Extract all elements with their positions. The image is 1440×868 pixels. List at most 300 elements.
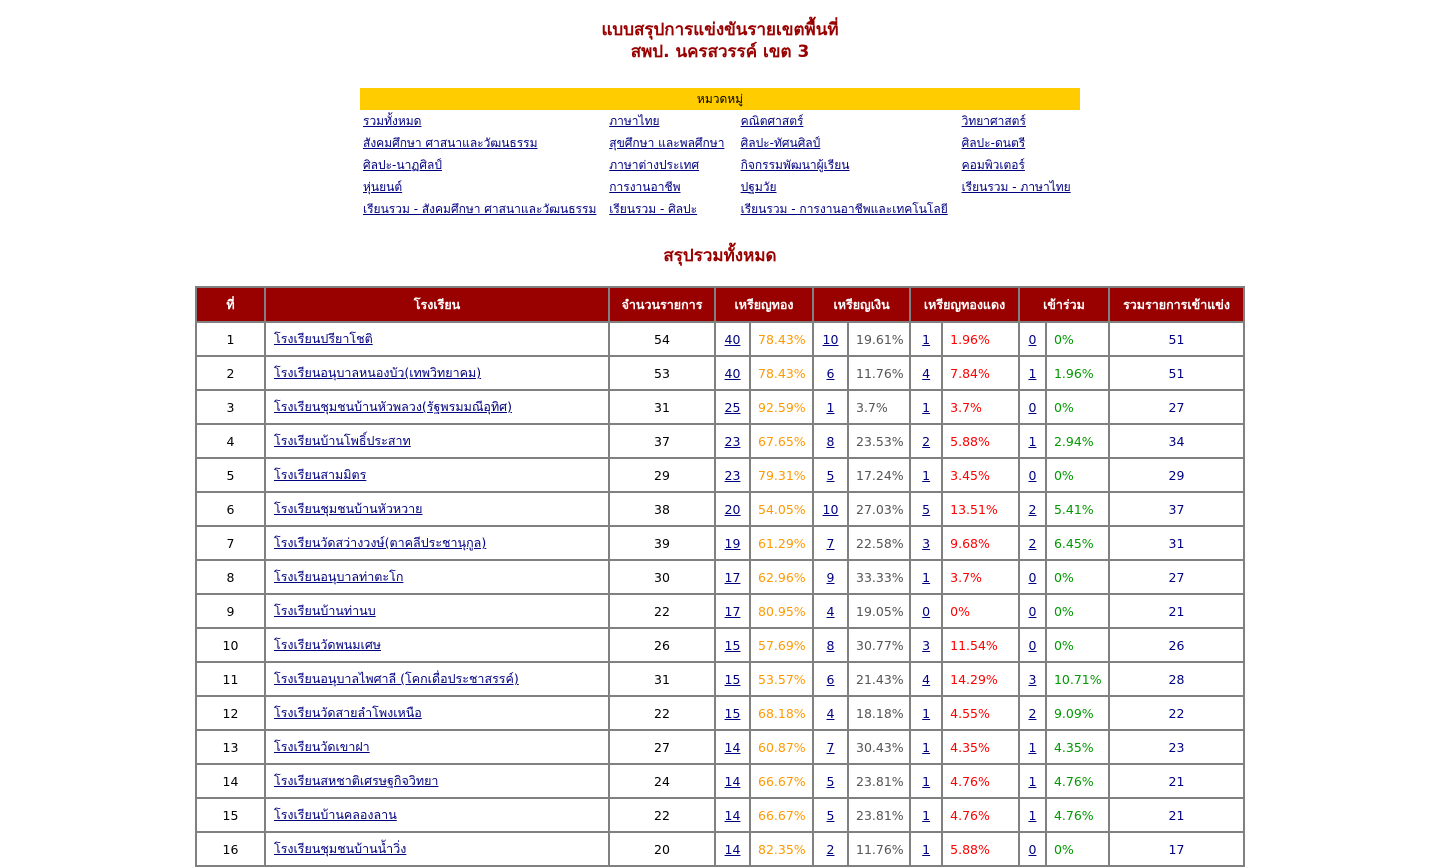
bronze-percent: 3.7%: [942, 560, 1019, 594]
silver-percent: 27.03%: [848, 492, 910, 526]
category-cell: [606, 110, 737, 132]
participation-percent: 0%: [1046, 322, 1109, 356]
gold-percent: 78.43%: [750, 322, 813, 356]
gold-count-link[interactable]: 14: [724, 807, 741, 823]
school-cell: [265, 764, 609, 798]
gold-count-cell: [715, 832, 750, 866]
school-cell: [265, 832, 609, 866]
summary-title: สรุปรวมทั้งหมด: [663, 246, 777, 266]
participation-count-cell: [1019, 696, 1046, 730]
silver-count-cell: [813, 560, 848, 594]
gold-count-cell: [715, 492, 750, 526]
gold-count-cell: [715, 560, 750, 594]
participation-count-cell: [1019, 764, 1046, 798]
school-cell: [265, 458, 609, 492]
school-link[interactable]: โรงเรียนชุมชนบ้านหัวหวาย: [274, 501, 423, 516]
bronze-count-link[interactable]: 2: [922, 433, 931, 449]
participation-count-cell: [1019, 832, 1046, 866]
table-row: [196, 798, 1244, 832]
participation-count-link[interactable]: 1: [1028, 773, 1037, 789]
gold-percent: 92.59%: [750, 390, 813, 424]
entries-cell: 29: [609, 458, 715, 492]
table-row: [196, 832, 1244, 866]
participation-count-link[interactable]: 1: [1028, 739, 1037, 755]
category-link[interactable]: หุ่นยนต์: [363, 179, 403, 194]
participation-count-link[interactable]: 1: [1028, 433, 1037, 449]
gold-percent: 67.65%: [750, 424, 813, 458]
bronze-percent: 9.68%: [942, 526, 1019, 560]
col-header-total: รวมรายการเข้าแข่ง: [1109, 287, 1244, 322]
bronze-count-cell: [910, 798, 942, 832]
participation-percent: 6.45%: [1046, 526, 1109, 560]
participation-count-cell: [1019, 798, 1046, 832]
silver-count-link[interactable]: 6: [826, 365, 835, 381]
gold-percent: 60.87%: [750, 730, 813, 764]
entries-cell: 39: [609, 526, 715, 560]
participation-percent: 0%: [1046, 832, 1109, 866]
col-header-gold: เหรียญทอง: [715, 287, 813, 322]
rank-cell: 8: [196, 560, 265, 594]
silver-percent: 3.7%: [848, 390, 910, 424]
entries-cell: 37: [609, 424, 715, 458]
silver-count-cell: [813, 798, 848, 832]
category-cell: [738, 198, 959, 220]
silver-count-cell: [813, 832, 848, 866]
participation-count-cell: [1019, 356, 1046, 390]
rank-cell: 2: [196, 356, 265, 390]
school-link[interactable]: โรงเรียนวัดสายลำโพงเหนือ: [274, 705, 422, 720]
silver-count-link[interactable]: 6: [826, 671, 835, 687]
bronze-percent: 4.76%: [942, 764, 1019, 798]
gold-percent: 82.35%: [750, 832, 813, 866]
bronze-count-link[interactable]: 5: [922, 501, 931, 517]
table-row: [196, 526, 1244, 560]
category-link[interactable]: คอมพิวเตอร์: [961, 157, 1025, 172]
silver-count-link[interactable]: 10: [822, 501, 839, 517]
participation-count-link[interactable]: 0: [1028, 331, 1037, 347]
school-cell: [265, 594, 609, 628]
results-table: [195, 286, 1245, 867]
bronze-percent: 4.35%: [942, 730, 1019, 764]
school-cell: [265, 424, 609, 458]
entries-cell: 22: [609, 594, 715, 628]
school-link[interactable]: โรงเรียนวัดพนมเศษ: [274, 637, 381, 652]
bronze-percent: 11.54%: [942, 628, 1019, 662]
school-link[interactable]: โรงเรียนบ้านท่านบ: [274, 603, 376, 618]
category-cell: [606, 154, 737, 176]
gold-count-link[interactable]: 14: [724, 773, 741, 789]
silver-percent: 23.81%: [848, 798, 910, 832]
bronze-count-cell: [910, 628, 942, 662]
entries-cell: 20: [609, 832, 715, 866]
gold-count-cell: [715, 356, 750, 390]
category-cell: [738, 154, 959, 176]
gold-count-cell: [715, 628, 750, 662]
silver-count-link[interactable]: 8: [826, 637, 835, 653]
bronze-percent: 5.88%: [942, 424, 1019, 458]
entries-cell: 22: [609, 798, 715, 832]
bronze-count-cell: [910, 696, 942, 730]
table-row: [196, 594, 1244, 628]
silver-count-cell: [813, 390, 848, 424]
category-row: [360, 132, 1080, 154]
bronze-count-cell: [910, 594, 942, 628]
entries-cell: 27: [609, 730, 715, 764]
participation-count-link[interactable]: 2: [1028, 501, 1037, 517]
silver-percent: 33.33%: [848, 560, 910, 594]
silver-count-link[interactable]: 9: [826, 569, 835, 585]
silver-percent: 30.77%: [848, 628, 910, 662]
bronze-count-cell: [910, 458, 942, 492]
school-cell: [265, 322, 609, 356]
bronze-count-link[interactable]: 3: [922, 637, 931, 653]
silver-count-cell: [813, 628, 848, 662]
entries-cell: 30: [609, 560, 715, 594]
participation-percent: 2.94%: [1046, 424, 1109, 458]
category-row: [360, 110, 1080, 132]
bronze-count-link[interactable]: 4: [922, 671, 931, 687]
silver-count-cell: [813, 764, 848, 798]
category-cell: [959, 110, 1080, 132]
bronze-percent: 14.29%: [942, 662, 1019, 696]
category-cell: [606, 132, 737, 154]
table-row: [196, 560, 1244, 594]
rank-cell: 13: [196, 730, 265, 764]
school-cell: [265, 526, 609, 560]
participation-count-link[interactable]: 0: [1028, 841, 1037, 857]
gold-percent: 57.69%: [750, 628, 813, 662]
col-header-school: โรงเรียน: [265, 287, 609, 322]
category-link[interactable]: ปฐมวัย: [740, 179, 777, 194]
gold-count-link[interactable]: 15: [724, 705, 741, 721]
school-cell: [265, 798, 609, 832]
bronze-count-link[interactable]: 1: [922, 705, 931, 721]
gold-count-link[interactable]: 20: [724, 501, 741, 517]
participation-percent: 4.35%: [1046, 730, 1109, 764]
bronze-count-cell: [910, 730, 942, 764]
silver-count-link[interactable]: 1: [826, 399, 835, 415]
silver-count-cell: [813, 696, 848, 730]
bronze-count-link[interactable]: 1: [922, 467, 931, 483]
silver-percent: 22.58%: [848, 526, 910, 560]
rank-cell: 16: [196, 832, 265, 866]
bronze-count-link[interactable]: 3: [922, 535, 931, 551]
participation-percent: 1.96%: [1046, 356, 1109, 390]
category-cell: [738, 176, 959, 198]
total-entries: 27: [1109, 560, 1244, 594]
school-cell: [265, 696, 609, 730]
category-header: หมวดหมู่: [360, 88, 1080, 110]
category-link[interactable]: เรียนรวม - สังคมศึกษา ศาสนาและวัฒนธรรม: [363, 201, 597, 216]
category-link[interactable]: เรียนรวม - ภาษาไทย: [961, 179, 1071, 194]
school-cell: [265, 560, 609, 594]
gold-count-link[interactable]: 23: [724, 433, 741, 449]
category-row: [360, 176, 1080, 198]
gold-count-link[interactable]: 17: [724, 603, 741, 619]
category-cell: [959, 198, 1080, 220]
participation-count-cell: [1019, 560, 1046, 594]
school-link[interactable]: โรงเรียนอนุบาลไพศาลี (โคกเดื่อประชาสรรค์): [274, 671, 519, 686]
participation-count-link[interactable]: 2: [1028, 535, 1037, 551]
gold-percent: 68.18%: [750, 696, 813, 730]
table-row: [196, 492, 1244, 526]
bronze-count-cell: [910, 390, 942, 424]
category-link[interactable]: ภาษาต่างประเทศ: [609, 157, 700, 172]
silver-count-cell: [813, 526, 848, 560]
table-row: [196, 322, 1244, 356]
school-link[interactable]: โรงเรียนอนุบาลท่าตะโก: [274, 569, 404, 584]
table-row: [196, 424, 1244, 458]
silver-count-link[interactable]: 4: [826, 705, 835, 721]
school-link[interactable]: โรงเรียนอนุบาลหนองบัว(เทพวิทยาคม): [274, 365, 482, 380]
participation-count-cell: [1019, 492, 1046, 526]
silver-count-cell: [813, 730, 848, 764]
bronze-count-cell: [910, 526, 942, 560]
total-entries: 37: [1109, 492, 1244, 526]
bronze-percent: 1.96%: [942, 322, 1019, 356]
category-link[interactable]: เรียนรวม - การงานอาชีพและเทคโนโลยี: [740, 201, 948, 216]
total-entries: 51: [1109, 356, 1244, 390]
participation-count-link[interactable]: 1: [1028, 807, 1037, 823]
rank-cell: 9: [196, 594, 265, 628]
school-link[interactable]: โรงเรียนชุมชนบ้านน้ำวิ่ง: [274, 841, 407, 856]
silver-count-link[interactable]: 4: [826, 603, 835, 619]
col-header-bronze: เหรียญทองแดง: [910, 287, 1019, 322]
entries-cell: 31: [609, 390, 715, 424]
category-row: [360, 154, 1080, 176]
category-link[interactable]: สังคมศึกษา ศาสนาและวัฒนธรรม: [363, 135, 538, 150]
gold-count-link[interactable]: 17: [724, 569, 741, 585]
participation-count-link[interactable]: 1: [1028, 365, 1037, 381]
school-cell: [265, 628, 609, 662]
silver-percent: 30.43%: [848, 730, 910, 764]
silver-count-link[interactable]: 5: [826, 467, 835, 483]
bronze-percent: 5.88%: [942, 832, 1019, 866]
rank-cell: 5: [196, 458, 265, 492]
table-row: [196, 458, 1244, 492]
silver-percent: 19.61%: [848, 322, 910, 356]
bronze-count-cell: [910, 832, 942, 866]
entries-cell: 22: [609, 696, 715, 730]
silver-count-cell: [813, 594, 848, 628]
participation-percent: 4.76%: [1046, 764, 1109, 798]
participation-count-cell: [1019, 730, 1046, 764]
category-link[interactable]: วิทยาศาสตร์: [961, 113, 1026, 128]
bronze-count-link[interactable]: 1: [922, 331, 931, 347]
category-cell: [360, 176, 606, 198]
participation-count-link[interactable]: 0: [1028, 603, 1037, 619]
bronze-count-cell: [910, 662, 942, 696]
col-header-entries: จำนวนรายการ: [609, 287, 715, 322]
bronze-count-cell: [910, 356, 942, 390]
bronze-count-link[interactable]: 4: [922, 365, 931, 381]
school-link[interactable]: โรงเรียนชุมชนบ้านหัวพลวง(รัฐพรมมณีอุทิศ): [274, 399, 512, 414]
bronze-percent: 3.7%: [942, 390, 1019, 424]
participation-count-cell: [1019, 526, 1046, 560]
total-entries: 27: [1109, 390, 1244, 424]
bronze-count-link[interactable]: 1: [922, 569, 931, 585]
bronze-count-cell: [910, 424, 942, 458]
school-link[interactable]: โรงเรียนสามมิตร: [274, 467, 367, 482]
silver-count-cell: [813, 492, 848, 526]
table-row: [196, 390, 1244, 424]
participation-percent: 0%: [1046, 628, 1109, 662]
total-entries: 21: [1109, 764, 1244, 798]
silver-count-cell: [813, 662, 848, 696]
col-header-participation: เข้าร่วม: [1019, 287, 1109, 322]
silver-percent: 19.05%: [848, 594, 910, 628]
category-link[interactable]: ศิลปะ-ทัศนศิลป์: [740, 135, 821, 150]
gold-count-cell: [715, 696, 750, 730]
bronze-count-link[interactable]: 0: [922, 603, 931, 619]
bronze-count-link[interactable]: 1: [922, 807, 931, 823]
total-entries: 23: [1109, 730, 1244, 764]
table-row: [196, 696, 1244, 730]
rank-cell: 15: [196, 798, 265, 832]
gold-percent: 61.29%: [750, 526, 813, 560]
participation-percent: 10.71%: [1046, 662, 1109, 696]
gold-count-cell: [715, 594, 750, 628]
bronze-count-cell: [910, 322, 942, 356]
total-entries: 17: [1109, 832, 1244, 866]
category-cell: [959, 154, 1080, 176]
gold-count-cell: [715, 730, 750, 764]
bronze-count-cell: [910, 764, 942, 798]
category-menu: [360, 88, 1080, 220]
entries-cell: 31: [609, 662, 715, 696]
silver-count-link[interactable]: 5: [826, 773, 835, 789]
silver-count-link[interactable]: 8: [826, 433, 835, 449]
total-entries: 28: [1109, 662, 1244, 696]
entries-cell: 26: [609, 628, 715, 662]
total-entries: 29: [1109, 458, 1244, 492]
bronze-percent: 13.51%: [942, 492, 1019, 526]
total-entries: 34: [1109, 424, 1244, 458]
participation-count-link[interactable]: 0: [1028, 637, 1037, 653]
total-entries: 26: [1109, 628, 1244, 662]
silver-count-link[interactable]: 5: [826, 807, 835, 823]
gold-count-link[interactable]: 15: [724, 637, 741, 653]
gold-percent: 78.43%: [750, 356, 813, 390]
participation-percent: 0%: [1046, 560, 1109, 594]
participation-count-link[interactable]: 0: [1028, 399, 1037, 415]
participation-percent: 0%: [1046, 594, 1109, 628]
rank-cell: 6: [196, 492, 265, 526]
category-link[interactable]: ศิลปะ-นาฏศิลป์: [363, 157, 442, 172]
total-entries: 31: [1109, 526, 1244, 560]
silver-count-cell: [813, 356, 848, 390]
school-link[interactable]: โรงเรียนบ้านคลองลาน: [274, 807, 397, 822]
category-link[interactable]: เรียนรวม - ศิลปะ: [609, 201, 698, 216]
school-link[interactable]: โรงเรียนสหชาติเศรษฐกิจวิทยา: [274, 773, 439, 788]
school-link[interactable]: โรงเรียนบ้านโพธิ์ประสาท: [274, 433, 411, 448]
category-link[interactable]: รวมทั้งหมด: [363, 113, 422, 128]
col-header-silver: เหรียญเงิน: [813, 287, 910, 322]
school-cell: [265, 730, 609, 764]
participation-count-link[interactable]: 0: [1028, 467, 1037, 483]
gold-count-link[interactable]: 14: [724, 739, 741, 755]
participation-count-cell: [1019, 628, 1046, 662]
silver-percent: 11.76%: [848, 832, 910, 866]
category-link[interactable]: ภาษาไทย: [609, 113, 660, 128]
participation-percent: 9.09%: [1046, 696, 1109, 730]
category-cell: [360, 110, 606, 132]
gold-count-link[interactable]: 40: [724, 365, 741, 381]
gold-count-link[interactable]: 40: [724, 331, 741, 347]
bronze-count-link[interactable]: 1: [922, 399, 931, 415]
gold-count-cell: [715, 390, 750, 424]
gold-count-cell: [715, 798, 750, 832]
gold-percent: 53.57%: [750, 662, 813, 696]
participation-count-cell: [1019, 458, 1046, 492]
category-link[interactable]: การงานอาชีพ: [609, 179, 681, 194]
rank-cell: 12: [196, 696, 265, 730]
silver-count-link[interactable]: 7: [826, 739, 835, 755]
gold-percent: 66.67%: [750, 798, 813, 832]
participation-percent: 0%: [1046, 458, 1109, 492]
gold-count-link[interactable]: 15: [724, 671, 741, 687]
participation-percent: 4.76%: [1046, 798, 1109, 832]
table-row: [196, 628, 1244, 662]
category-cell: [959, 132, 1080, 154]
silver-count-link[interactable]: 7: [826, 535, 835, 551]
school-cell: [265, 662, 609, 696]
silver-count-link[interactable]: 10: [822, 331, 839, 347]
total-entries: 22: [1109, 696, 1244, 730]
gold-count-link[interactable]: 25: [724, 399, 741, 415]
category-link[interactable]: ศิลปะ-ดนตรี: [961, 135, 1026, 150]
gold-count-link[interactable]: 23: [724, 467, 741, 483]
category-link[interactable]: คณิตศาสตร์: [740, 113, 804, 128]
school-link[interactable]: โรงเรียนวัดเขาฝา: [274, 739, 370, 754]
participation-count-link[interactable]: 2: [1028, 705, 1037, 721]
bronze-count-cell: [910, 560, 942, 594]
silver-percent: 23.81%: [848, 764, 910, 798]
category-cell: [738, 110, 959, 132]
total-entries: 21: [1109, 594, 1244, 628]
gold-count-cell: [715, 458, 750, 492]
category-cell: [738, 132, 959, 154]
participation-count-cell: [1019, 424, 1046, 458]
category-link[interactable]: กิจกรรมพัฒนาผู้เรียน: [740, 157, 850, 172]
rank-cell: 3: [196, 390, 265, 424]
category-cell: [959, 176, 1080, 198]
bronze-percent: 4.76%: [942, 798, 1019, 832]
category-cell: [360, 198, 606, 220]
school-link[interactable]: โรงเรียนปรียาโชติ: [274, 331, 373, 346]
silver-count-link[interactable]: 2: [826, 841, 835, 857]
bronze-count-cell: [910, 492, 942, 526]
bronze-count-link[interactable]: 1: [922, 739, 931, 755]
rank-cell: 7: [196, 526, 265, 560]
silver-count-cell: [813, 424, 848, 458]
rank-cell: 11: [196, 662, 265, 696]
participation-count-link[interactable]: 0: [1028, 569, 1037, 585]
gold-count-link[interactable]: 14: [724, 841, 741, 857]
gold-count-cell: [715, 322, 750, 356]
bronze-count-link[interactable]: 1: [922, 841, 931, 857]
entries-cell: 54: [609, 322, 715, 356]
category-cell: [606, 198, 737, 220]
participation-count-link[interactable]: 3: [1028, 671, 1037, 687]
bronze-count-link[interactable]: 1: [922, 773, 931, 789]
gold-count-link[interactable]: 19: [724, 535, 741, 551]
participation-percent: 5.41%: [1046, 492, 1109, 526]
category-link[interactable]: สุขศึกษา และพลศึกษา: [609, 135, 725, 150]
bronze-percent: 0%: [942, 594, 1019, 628]
page-subtitle: สพป. นครสวรรค์ เขต 3: [630, 42, 810, 62]
school-link[interactable]: โรงเรียนวัดสว่างวงษ์(ตาคลีประชานุกูล): [274, 535, 487, 550]
